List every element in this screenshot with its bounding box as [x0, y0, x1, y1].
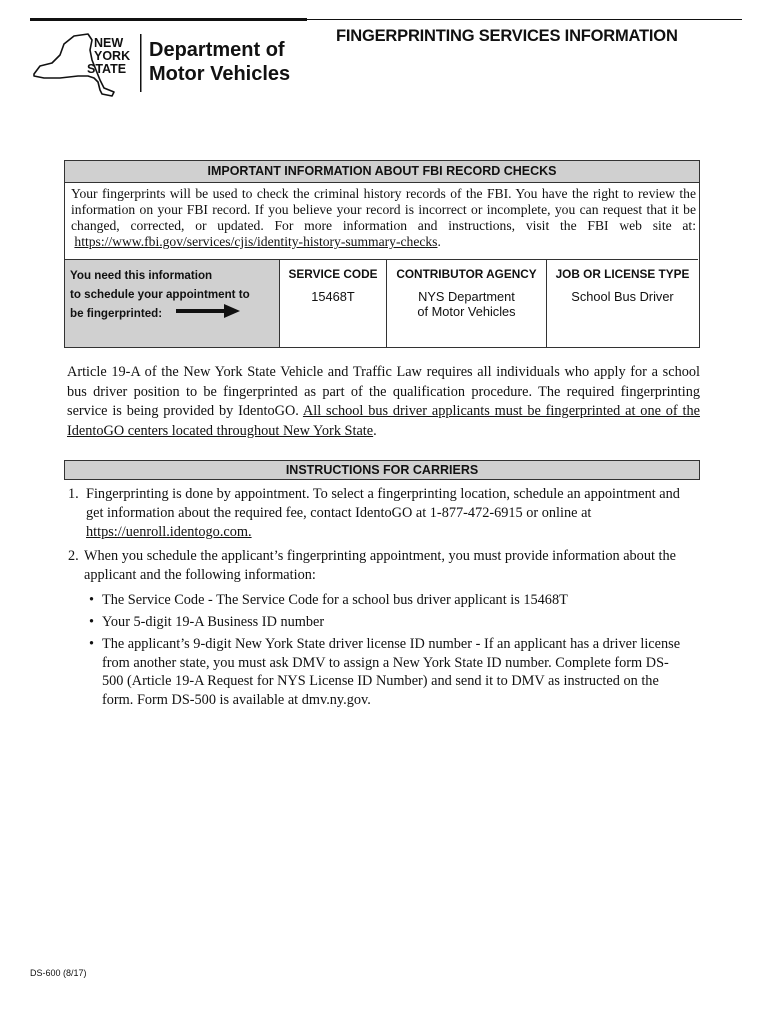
need-info-line-2: to schedule your appointment to [70, 288, 250, 301]
logo-state-line-3: STATE [87, 62, 127, 76]
contributor-agency-cell [387, 260, 547, 347]
fbi-link-suffix: . [437, 234, 441, 249]
instructions-heading: INSTRUCTIONS FOR CARRIERS [64, 460, 700, 480]
bullet-text: The Service Code - The Service Code for a school bus driver applicant is 15468T [102, 592, 568, 608]
logo-agency-line-2: Motor Vehicles [149, 63, 291, 85]
instruction-1-body [86, 485, 700, 542]
job-license-type-cell [547, 260, 698, 347]
header-rule-thin [307, 19, 742, 20]
form-id: DS-600 (8/17) [30, 968, 87, 978]
fbi-text-body: Your fingerprints will be used to check the criminal history records of the FBI. You have the right to review the information on your FBI record. If you believe your record is incorrect or incomplete, you can request that it be changed, corrected, or updated. For more information and instructions, visit the FBI web site at: [71, 186, 696, 233]
bullet-dot: • [89, 614, 95, 630]
article-text: Article 19-A of the New York State Vehicle and Traffic Law requires all individuals who apply for a school bus driver position to be fingerprinted as part of the qualification procedure. The required fingerprinting service is being provided by IdentoGO. [67, 364, 700, 419]
bullet-dot: • [89, 636, 95, 652]
service-code-cell [280, 260, 387, 347]
article-19a-paragraph [67, 363, 700, 441]
article-underlined-text: All school bus driver applicants must be fingerprinted at one of the IdentoGO centers located throughout New York State [67, 403, 700, 439]
fbi-box-heading: IMPORTANT INFORMATION ABOUT FBI RECORD CHECKS [65, 161, 699, 183]
instruction-item-2 [68, 547, 700, 585]
logo-state-line-2: YORK [94, 49, 131, 63]
contributor-agency-line-2: of Motor Vehicles [417, 304, 516, 319]
need-info-line-1: You need this information [70, 269, 213, 282]
nys-map-icon [30, 30, 320, 98]
contributor-agency-line-1: NYS Department [418, 289, 515, 304]
job-license-type-value: School Bus Driver [571, 289, 674, 304]
instruction-item-1 [68, 485, 700, 542]
logo-state-line-1: NEW [94, 36, 124, 50]
need-info-cell [65, 260, 280, 347]
header-rule-thick [30, 18, 307, 21]
arrow-right-icon [176, 304, 240, 324]
instruction-1-number: 1. [68, 486, 79, 502]
nys-dmv-logo [30, 30, 320, 98]
appointment-info-table [65, 259, 698, 347]
bullet-item [89, 635, 685, 709]
service-code-header: SERVICE CODE [288, 267, 378, 281]
instruction-2-text: When you schedule the applicant’s fingerprinting appointment, you must provide information about the applicant and the following information: [84, 548, 676, 583]
need-info-line-3-wrap [70, 304, 279, 324]
contributor-agency-value [387, 289, 546, 319]
instruction-1-text: Fingerprinting is done by appointment. To select a fingerprinting location, schedule an appointment and get information about the required fee, contact IdentoGO at 1-877-472-6915 or online at [86, 486, 680, 521]
bullet-item [89, 613, 694, 632]
need-info-line-3: be fingerprinted: [70, 307, 163, 321]
bullet-text: The applicant’s 9-digit New York State driver license ID number - If an applicant has a driver license from another state, you must ask DMV to assign a New York State ID number. Complete form DS-500 (Article 19-A Request for NYS License ID Number) and send it to DMV as instructed on the form. Form DS-500 is available at dmv.ny.gov. [102, 636, 681, 708]
bullet-text: Your 5-digit 19-A Business ID number [102, 614, 325, 630]
service-code-value: 15468T [311, 289, 355, 304]
instruction-2-number: 2. [68, 548, 79, 564]
contributor-agency-header: CONTRIBUTOR AGENCY [396, 267, 537, 281]
logo-agency-line-1: Department of [149, 39, 285, 61]
fbi-box-text [65, 183, 699, 250]
bullet-item [89, 591, 694, 610]
fbi-info-box [64, 160, 700, 348]
article-suffix: . [373, 422, 377, 439]
identogo-link[interactable]: https://uenroll.identogo.com. [86, 524, 252, 540]
fbi-website-link[interactable]: https://www.fbi.gov/services/cjis/identity-history-summary-checks [74, 234, 438, 249]
bullet-dot: • [89, 592, 95, 608]
job-license-type-header: JOB OR LICENSE TYPE [555, 267, 690, 281]
document-title: FINGERPRINTING SERVICES INFORMATION [336, 27, 678, 45]
